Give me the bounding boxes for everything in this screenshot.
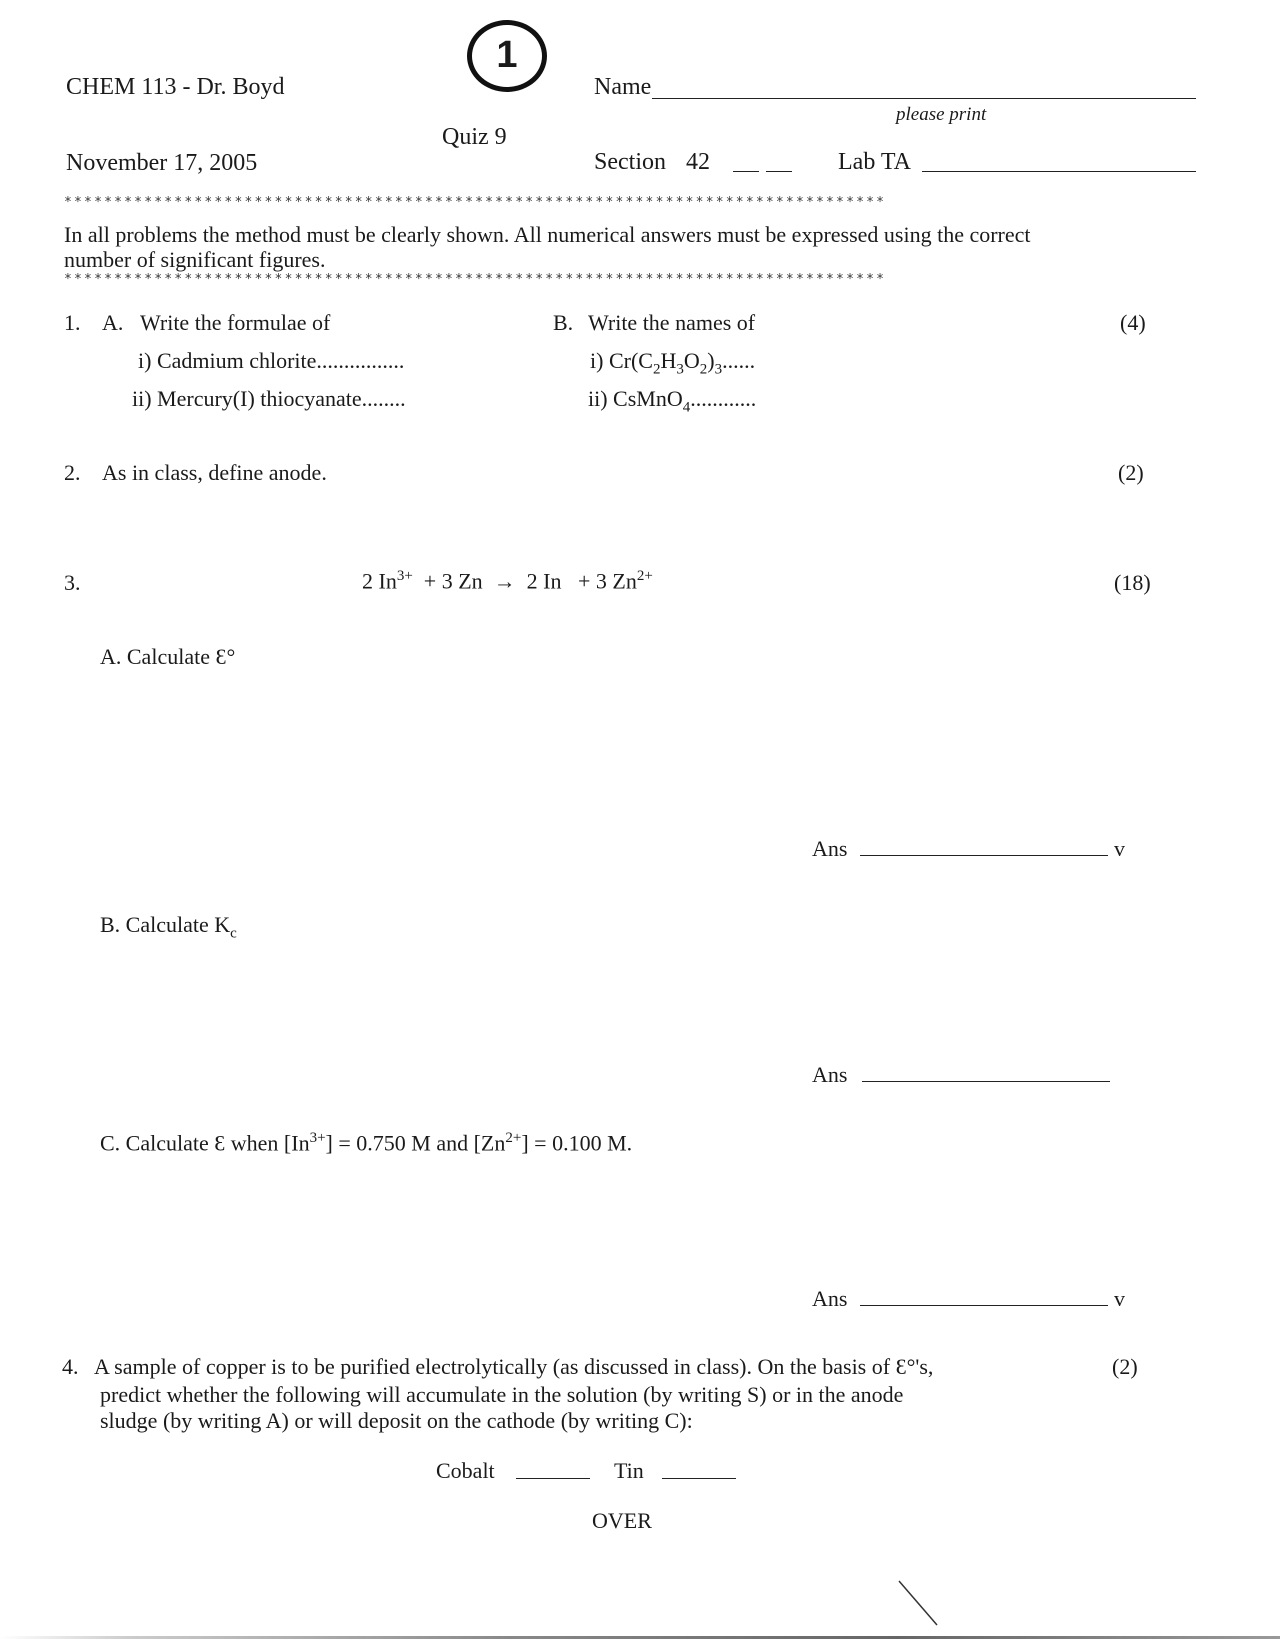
lab-ta-label: Lab TA xyxy=(838,149,911,175)
scan-edge xyxy=(0,1636,1280,1639)
section-digit-field-1[interactable] xyxy=(733,171,759,172)
q4-points: (2) xyxy=(1112,1354,1138,1379)
q4-number: 4. xyxy=(62,1354,79,1379)
star-divider-bottom: ********************************************************************************** xyxy=(64,272,887,287)
over-note: OVER xyxy=(592,1508,652,1533)
q3-a-unit: v xyxy=(1114,836,1125,861)
q3-part-b-prompt: B. Calculate $K_c$ xyxy=(100,912,237,942)
q2-prompt: As in class, define anode. xyxy=(102,460,327,485)
please-print-note: please print xyxy=(896,104,987,125)
instructions-line-2: number of significant figures. xyxy=(64,247,326,272)
q3-a-ans-label: Ans xyxy=(812,836,848,861)
q3-part-a-prompt: A. Calculate Ɛ° xyxy=(100,644,236,669)
q2-points: (2) xyxy=(1118,460,1144,485)
q3-part-c-prompt: C. Calculate Ɛ when $[In^{3+}] = 0.750$ M and $[Zn^{2+}] = 0.100$ M. xyxy=(100,1130,633,1156)
quiz-title: Quiz 9 xyxy=(442,124,507,150)
pen-stroke-mark xyxy=(895,1575,945,1635)
q1-b-item-2: ii) CsMnO$_4$............ xyxy=(588,386,757,416)
q3-c-ans-label: Ans xyxy=(812,1286,848,1311)
tin-answer-field[interactable] xyxy=(662,1478,736,1479)
tin-label: Tin xyxy=(614,1458,644,1483)
q1-points: (4) xyxy=(1120,310,1146,335)
section-label: Section xyxy=(594,149,666,175)
q3-c-unit: v xyxy=(1114,1286,1125,1311)
q1-part-b-label: B. xyxy=(553,310,574,335)
q2-number: 2. xyxy=(64,460,81,485)
q3-c-answer-field[interactable] xyxy=(860,1305,1108,1306)
q3-equation: 2 $In^{3+} + 3$ Zn → 2 In + 3 $Zn^{2+}$ xyxy=(362,568,653,594)
cobalt-label: Cobalt xyxy=(436,1458,495,1483)
star-divider-top: ********************************************************************************** xyxy=(64,195,887,210)
quiz-version-circle xyxy=(467,20,547,92)
q3-number: 3. xyxy=(64,570,81,595)
q4-prompt-line-2: predict whether the following will accumulate in the solution (by writing S) or in the anode xyxy=(100,1382,904,1407)
q1-part-a-prompt: Write the formulae of xyxy=(140,310,331,335)
q3-a-answer-field[interactable] xyxy=(860,855,1108,856)
q1-b-item-1: i) $Cr(C_2H_3O_2)_3$...... xyxy=(590,348,756,378)
name-label: Name xyxy=(594,74,652,100)
lab-ta-field[interactable] xyxy=(922,171,1196,172)
cobalt-answer-field[interactable] xyxy=(516,1478,590,1479)
q1-a-item-1: i) Cadmium chlorite................ xyxy=(138,348,405,373)
section-number: 42 xyxy=(686,149,710,175)
course-title: CHEM 113 - Dr. Boyd xyxy=(66,74,285,100)
instructions-line-1: In all problems the method must be clearly shown. All numerical answers must be expressed using the correct xyxy=(64,222,1031,247)
q3-b-answer-field[interactable] xyxy=(862,1081,1110,1082)
q4-prompt-line-1: A sample of copper is to be purified electrolytically (as discussed in class). On the basis of Ɛ°'s, xyxy=(94,1354,934,1379)
section-digit-field-2[interactable] xyxy=(766,171,792,172)
q3-b-ans-label: Ans xyxy=(812,1062,848,1087)
q1-number: 1. xyxy=(64,310,81,335)
name-field[interactable] xyxy=(652,98,1196,99)
q1-part-b-prompt: Write the names of xyxy=(588,310,756,335)
quiz-date: November 17, 2005 xyxy=(66,150,258,176)
q1-a-item-2: ii) Mercury(I) thiocyanate........ xyxy=(132,386,406,411)
q3-points: (18) xyxy=(1114,570,1151,595)
quiz-version-number: 1 xyxy=(496,34,518,76)
q4-prompt-line-3: sludge (by writing A) or will deposit on the cathode (by writing C): xyxy=(100,1408,693,1433)
q1-part-a-label: A. xyxy=(102,310,124,335)
